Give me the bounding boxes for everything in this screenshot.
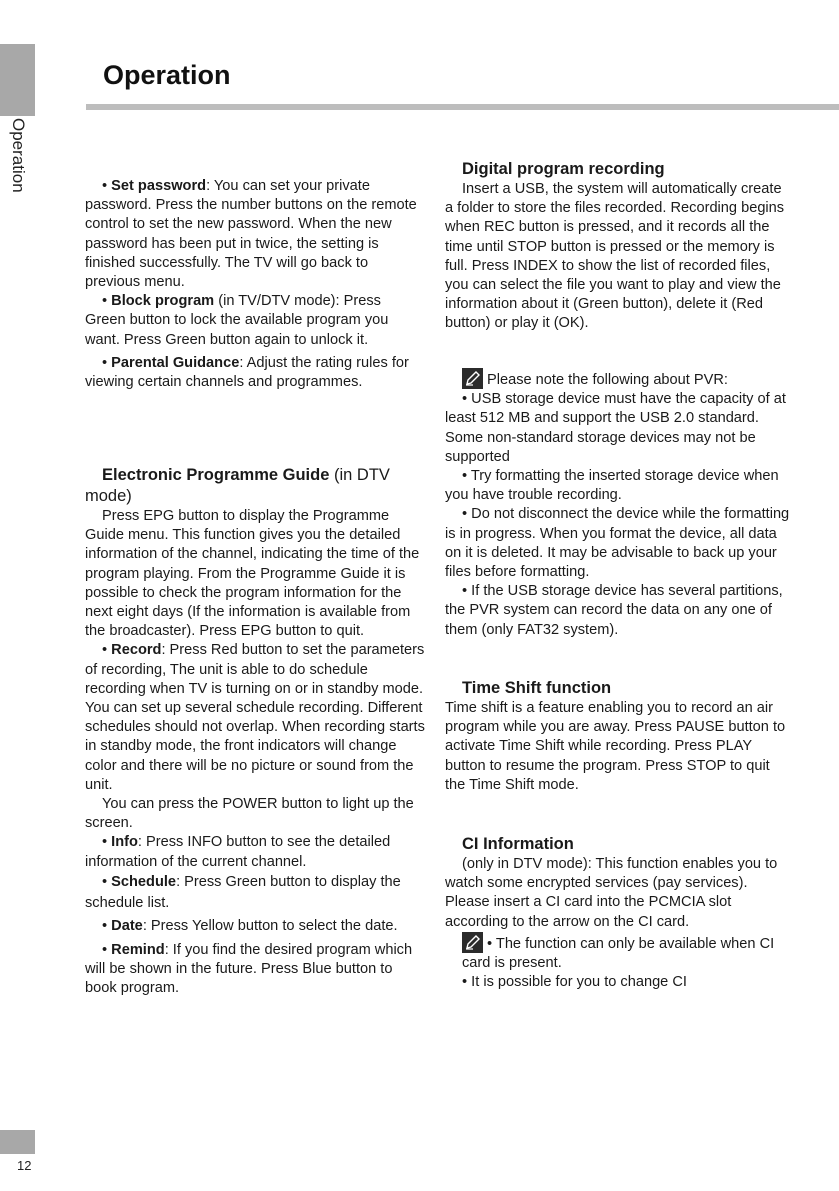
ci-section — [445, 833, 790, 992]
info-label: Info — [111, 834, 138, 851]
schedule-item: • Schedule: Press Green button to display the schedule list. — [85, 873, 401, 911]
date-label: Date — [111, 917, 143, 934]
pvr-notes — [445, 368, 790, 640]
page-corner-tab — [0, 1130, 35, 1154]
page-number: 12 — [17, 1158, 32, 1173]
block-program-label: Block program — [111, 293, 215, 310]
power-note: You can press the POWER button to light up the screen. — [85, 796, 414, 832]
dpr-heading: Digital program recording — [462, 160, 665, 178]
title-divider — [86, 104, 839, 110]
set-password-item: • Set password: You can set your private password. Press the number buttons on the remote control to set the new password. When the new password has been put in twice, the setting is finished successfully. The TV will go back to previous menu. — [85, 178, 417, 291]
ci-text: (only in DTV mode): This function enables you to watch some encrypted services (pay services). Please insert a CI card into the PCMCIA slot according to the arrow on the CI card. — [445, 856, 778, 930]
record-item: • Record: Press Red button to set the parameters of recording, The unit is able to do schedule recording when TV is turning on or in standby mode. You can set up several schedule recording. Different schedules should not overlap. When recording starts in standby mode, the front indicators will change color and there will be no picture or sound from the unit. — [85, 642, 425, 793]
pvr-bullet-partitions: • If the USB storage device has several partitions, the PVR system can record the data on any one of them (only FAT32 system). — [445, 583, 783, 638]
side-section-label: Operation — [9, 118, 28, 193]
pvr-bullet-usb: • USB storage device must have the capacity of at least 512 MB and support the USB 2.0 standard. Some non-standard storage devices may not be supported — [445, 391, 786, 465]
ci-heading: CI Information — [462, 835, 574, 853]
side-tab — [0, 44, 35, 116]
dpr-text: Insert a USB, the system will automatically create a folder to store the files recorded. Recording begins when REC button is pressed, and it records all the time until STOP button is pressed or the memory is full. Press INDEX to show the list of recorded files, you can select the file you want to play and view the information about it (Green button), delete it (Red button) or play it (OK). — [445, 181, 785, 332]
parental-guidance-item: • Parental Guidance: Adjust the rating rules for viewing certain channels and programmes. — [85, 354, 409, 391]
schedule-label: Schedule — [111, 873, 177, 890]
page-title: Operation — [103, 60, 231, 90]
left-column — [85, 177, 425, 392]
timeshift-heading: Time Shift function — [462, 679, 612, 697]
ci-note: • The function can only be available when CI card is present. — [445, 932, 790, 973]
dpr-section — [445, 158, 790, 334]
remind-label: Remind — [111, 941, 165, 958]
ci-bullet-change: • It is possible for you to change CI — [462, 974, 687, 991]
block-program-item: • Block program (in TV/DTV mode): Press Green button to lock the available program you want. Press Green button again to unlock it. — [85, 293, 389, 348]
pvr-bullet-format: • Try formatting the inserted storage device when you have trouble recording. — [445, 468, 779, 504]
pvr-bullet-disconnect: • Do not disconnect the device while the formatting is in progress. When you format the device, all data on it is deleted. It may be advisable to back up your files before formatting. — [445, 506, 790, 581]
note-pen-icon — [462, 932, 483, 953]
epg-section — [85, 465, 425, 998]
epg-intro: Press EPG button to display the Programme Guide menu. This function gives you the detailed information of the channel, indicating the time of the program playing. From the Programme Guide it is possible to check the program information for the next eight days (If the information is available from the broadcaster). Press EPG button to quit. — [85, 508, 420, 640]
date-item: • Date: Press Yellow button to select the date. — [102, 917, 398, 934]
remind-item: • Remind: If you find the desired program which will be shown in the future. Press Blue button to book program. — [85, 941, 413, 997]
note-pen-icon — [462, 368, 483, 389]
epg-heading: Electronic Programme Guide (in DTV mode) — [85, 466, 390, 505]
set-password-label: Set password — [111, 178, 207, 194]
record-label: Record — [111, 642, 162, 659]
info-item: • Info: Press INFO button to see the detailed information of the current channel. — [85, 834, 391, 870]
timeshift-section — [445, 677, 790, 795]
timeshift-text: Time shift is a feature enabling you to record an air program while you are away. Press PAUSE button to activate Time Shift while recording. Press PLAY button to resume the program. Press STOP to quit the Time Shift mode. — [445, 700, 786, 793]
pvr-note: Please note the following about PVR: — [445, 368, 790, 390]
parental-guidance-label: Parental Guidance — [111, 354, 240, 371]
